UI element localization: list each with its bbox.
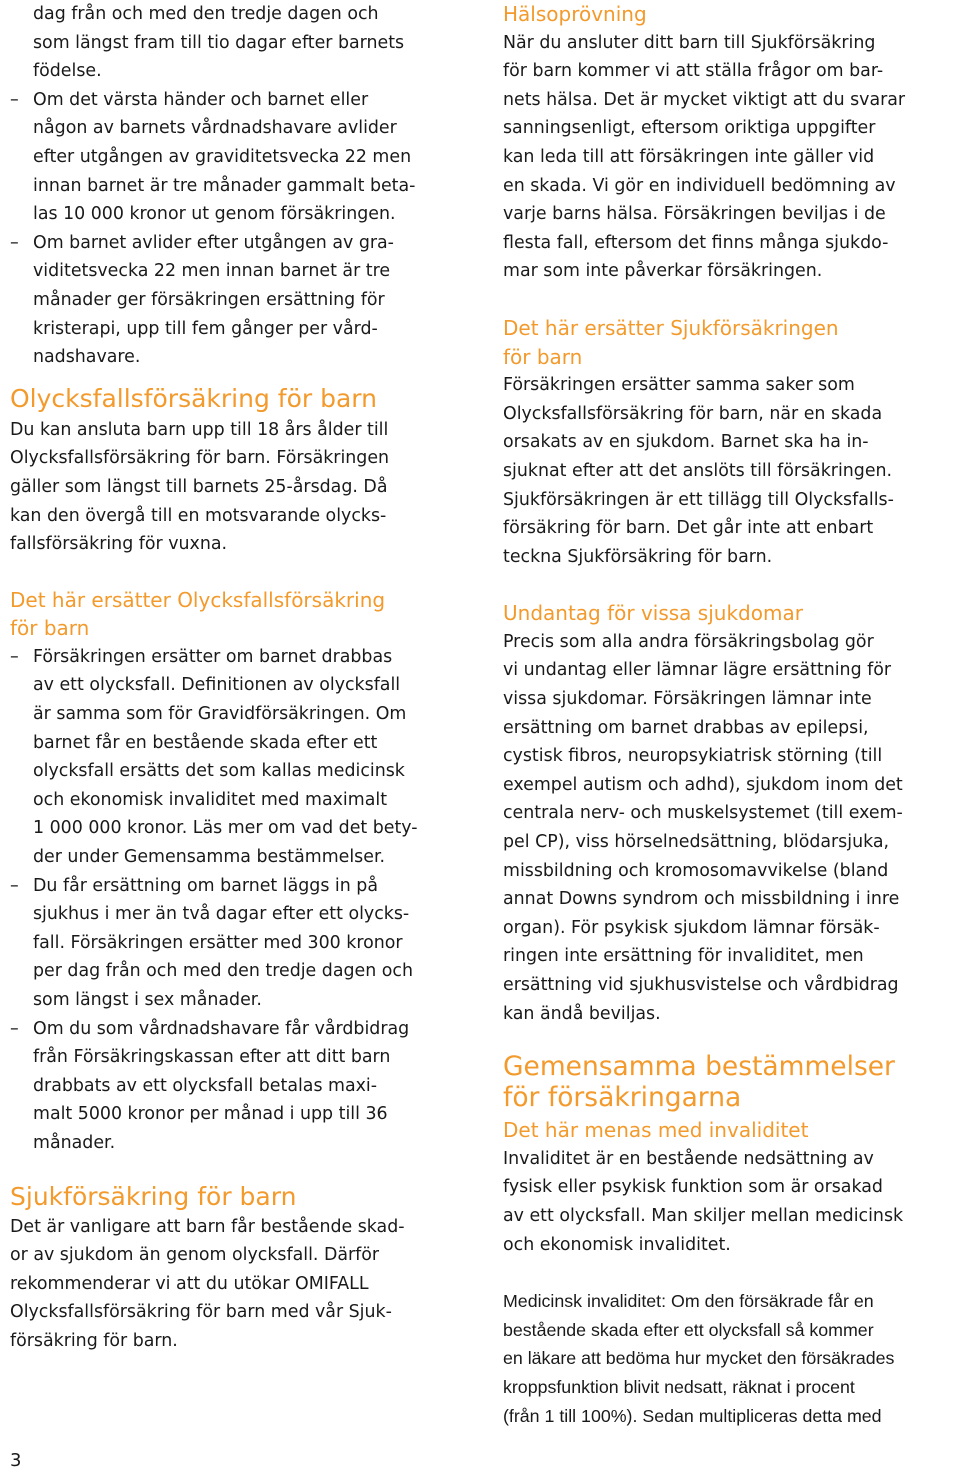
- text-line: en skada. Vi gör en individuell bedömning av: [503, 175, 896, 196]
- dash-bullet: –: [10, 1018, 19, 1039]
- text-line: fallsförsäkring för vuxna.: [10, 534, 228, 555]
- text-line: När du ansluter ditt barn till Sjukförsäkring: [503, 32, 876, 53]
- text-line: Om barnet avlider efter utgången av gra-: [33, 232, 394, 253]
- olycksfall-paragraph: [10, 416, 472, 559]
- text-line: centrala nerv- och muskelsystemet (till exem-: [503, 803, 903, 824]
- text-line: månader.: [33, 1132, 116, 1153]
- text-line: Precis som alla andra försäkringsbolag gör: [503, 631, 874, 652]
- text-line: är samma som för Gravidförsäkringen. Om: [33, 704, 407, 725]
- heading-line: för försäkringarna: [503, 1082, 742, 1114]
- text-line: or av sjukdom än genom olycksfall. Därför: [10, 1245, 380, 1266]
- text-line: Försäkringen ersätter samma saker som: [503, 375, 855, 396]
- heading-line: Gemensamma bestämmelser: [503, 1051, 895, 1083]
- text-line: barnet får en bestående skada efter ett: [33, 732, 378, 753]
- ersatter-sjuk-paragraph: [503, 371, 953, 571]
- text-line: försäkring för barn. Det går inte att enbart: [503, 518, 874, 539]
- medicinsk-invaliditet-paragraph: [503, 1287, 953, 1430]
- text-line: der under Gemensamma bestämmelser.: [33, 847, 386, 868]
- text-line: orsakats av en sjukdom. Barnet ska ha in-: [503, 432, 869, 453]
- text-line: Medicinsk invaliditet: Om den försäkrade får en: [503, 1291, 874, 1312]
- dash-bullet: –: [10, 232, 19, 253]
- text-line: teckna Sjukförsäkring för barn.: [503, 546, 773, 567]
- text-line: Om du som vårdnadshavare får vårdbidrag: [33, 1018, 410, 1039]
- text-line: malt 5000 kronor per månad i upp till 36: [33, 1104, 388, 1125]
- heading-sjukforsakring: Sjukförsäkring för barn: [10, 1181, 297, 1211]
- text-line: olycksfall ersätts det som kallas medicinsk: [33, 761, 405, 782]
- text-line: sjukhus i mer än två dagar efter ett olycks-: [33, 904, 410, 925]
- intro-paragraph: [10, 0, 472, 86]
- text-line: för barn kommer vi att ställa frågor om bar-: [503, 61, 884, 82]
- text-line: las 10 000 kronor ut genom försäkringen.: [33, 204, 396, 225]
- text-line: från Försäkringskassan efter att ditt barn: [33, 1047, 391, 1068]
- text-line: gäller som längst till barnets 25-årsdag. Då: [10, 476, 388, 497]
- text-line: av ett olycksfall. Man skiljer mellan medicinsk: [503, 1205, 904, 1226]
- page-number: 3: [10, 1450, 22, 1471]
- text-line: Invaliditet är en bestående nedsättning av: [503, 1148, 874, 1169]
- text-line: dag från och med den tredje dagen och: [33, 4, 379, 24]
- text-line: mar som inte påverkar försäkringen.: [503, 261, 823, 282]
- text-line: Olycksfallsförsäkring för barn. Försäkringen: [10, 448, 390, 469]
- invaliditet-paragraph: [503, 1145, 953, 1259]
- dash-bullet: –: [10, 646, 19, 667]
- heading-gemensamma-bestammelser: [503, 1051, 953, 1113]
- text-line: som längst i sex månader.: [33, 990, 262, 1010]
- text-line: exempel autism och adhd), sjukdom inom det: [503, 774, 903, 795]
- benefit-list-1: [10, 86, 472, 372]
- text-line: kan den övergå till en motsvarande olycks-: [10, 505, 387, 526]
- text-line: viditetsvecka 22 men innan barnet är tre: [33, 261, 391, 282]
- text-line: ersättning vid sjukhusvistelse och vårdbidrag: [503, 975, 899, 995]
- text-line: Olycksfallsförsäkring för barn med vår Sjuk-: [10, 1302, 392, 1323]
- text-line: kristerapi, upp till fem gånger per vård-: [33, 318, 378, 339]
- text-line: flesta fall, eftersom det finns många sjukdo-: [503, 232, 889, 253]
- text-line: nadshavare.: [33, 347, 141, 368]
- text-line: vissa sjukdomar. Försäkringen lämnar inte: [503, 689, 872, 710]
- text-line: innan barnet är tre månader gammalt beta-: [33, 175, 416, 196]
- text-line: Försäkringen ersätter om barnet drabbas: [33, 646, 393, 667]
- text-line: Om det värsta händer och barnet eller: [33, 89, 369, 110]
- left-column: [10, 0, 472, 1356]
- text-line: bestående skada efter ett olycksfall så kommer: [503, 1319, 874, 1340]
- text-line: nets hälsa. Det är mycket viktigt att du svarar: [503, 89, 906, 110]
- halso-paragraph: [503, 29, 953, 286]
- text-line: kan leda till att försäkringen inte gäller vid: [503, 146, 875, 167]
- heading-line: för barn: [503, 344, 583, 369]
- text-line: fall. Försäkringen ersätter med 300 kronor: [33, 932, 403, 953]
- text-line: av ett olycksfall. Definitionen av olycksfall: [33, 675, 401, 696]
- text-line: organ). För psykisk sjukdom lämnar försäk-: [503, 917, 880, 938]
- text-line: Olycksfallsförsäkring för barn, när en skada: [503, 403, 883, 424]
- text-line: sjuknat efter att det anslöts till försäkringen.: [503, 460, 893, 481]
- text-line: 1 000 000 kronor. Läs mer om vad det bety-: [33, 818, 418, 839]
- heading-olycksfallsforsakring: Olycksfallsförsäkring för barn: [10, 383, 377, 413]
- text-line: vi undantag eller lämnar lägre ersättning för: [503, 660, 892, 681]
- text-line: sanningsenligt, eftersom oriktiga uppgifter: [503, 118, 876, 139]
- text-line: missbildning och kromosomavvikelse (bland: [503, 860, 889, 881]
- text-line: och ekonomisk invaliditet med maximalt: [33, 789, 388, 810]
- heading-invaliditet: Det här menas med invaliditet: [503, 1118, 809, 1143]
- text-line: Det är vanligare att barn får bestående skad-: [10, 1216, 405, 1237]
- dash-bullet: –: [10, 875, 19, 896]
- dash-bullet: –: [10, 89, 19, 110]
- text-line: en läkare att bedöma hur mycket den försäkrades: [503, 1348, 895, 1369]
- list-item: [10, 86, 472, 229]
- list-item: [10, 643, 472, 872]
- benefit-list-2: [10, 643, 472, 1158]
- heading-line: Det här ersätter Sjukförsäkringen: [503, 315, 839, 340]
- heading-ersatter-sjuk: [503, 314, 953, 371]
- text-line: Sjukförsäkringen är ett tillägg till Olycksfalls-: [503, 489, 894, 510]
- heading-ersatter-olycksfall: [10, 586, 472, 643]
- text-line: annat Downs syndrom och missbildning i inre: [503, 889, 900, 910]
- text-line: (från 1 till 100%). Sedan multipliceras detta med: [503, 1405, 882, 1426]
- text-line: försäkring för barn.: [10, 1330, 178, 1351]
- text-line: efter utgången av graviditetsvecka 22 men: [33, 146, 412, 167]
- text-line: cystisk fibros, neuropsykiatrisk störning (till: [503, 746, 883, 767]
- text-line: och ekonomisk invaliditet.: [503, 1234, 731, 1255]
- heading-halsoprovning: Hälsoprövning: [503, 2, 647, 26]
- text-line: fysisk eller psykisk funktion som är orsakad: [503, 1177, 883, 1198]
- list-item: [10, 1015, 472, 1158]
- undantag-paragraph: [503, 628, 953, 1028]
- text-line: per dag från och med den tredje dagen och: [33, 961, 413, 982]
- text-line: månader ger försäkringen ersättning för: [33, 289, 385, 310]
- list-item: [10, 229, 472, 372]
- list-item: [10, 872, 472, 1015]
- text-line: ringen inte ersättning för invaliditet, men: [503, 946, 864, 967]
- text-line: kan ändå beviljas.: [503, 1003, 661, 1024]
- text-line: drabbats av ett olycksfall betalas maxi-: [33, 1075, 378, 1096]
- text-line: rekommenderar vi att du utökar OMIFALL: [10, 1273, 369, 1294]
- heading-line: Det här ersätter Olycksfallsförsäkring: [10, 587, 386, 612]
- right-column: [503, 0, 953, 1430]
- text-line: Du får ersättning om barnet läggs in på: [33, 875, 378, 896]
- text-line: födelse.: [33, 61, 102, 82]
- text-line: kroppsfunktion blivit nedsatt, räknat i procent: [503, 1376, 855, 1397]
- sjuk-paragraph: [10, 1213, 472, 1356]
- text-line: ersättning om barnet drabbas av epilepsi,: [503, 717, 869, 738]
- text-line: Du kan ansluta barn upp till 18 års ålder till: [10, 419, 389, 440]
- text-line: varje barns hälsa. Försäkringen beviljas i de: [503, 204, 886, 225]
- text-line: som längst fram till tio dagar efter barnets: [33, 32, 405, 53]
- heading-line: för barn: [10, 616, 90, 641]
- text-line: någon av barnets vårdnadshavare avlider: [33, 118, 397, 139]
- heading-undantag: Undantag för vissa sjukdomar: [503, 601, 803, 626]
- text-line: pel CP), viss hörselnedsättning, blödarsjuka,: [503, 832, 890, 853]
